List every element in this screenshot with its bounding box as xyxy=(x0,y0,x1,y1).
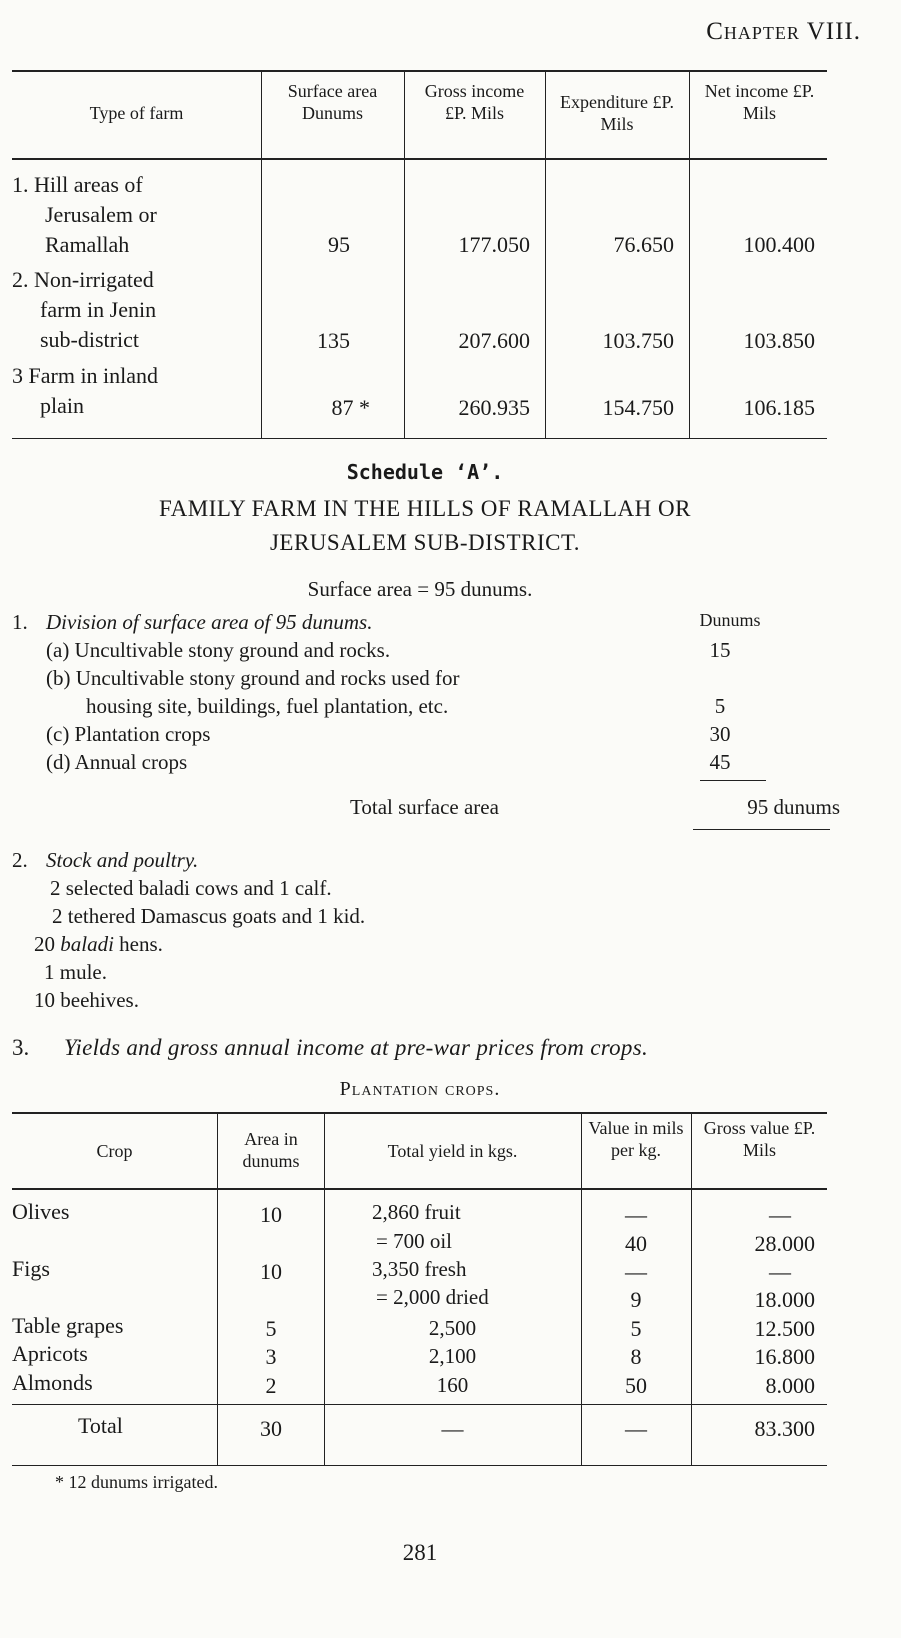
surface-area-line: Surface area = 95 dunums. xyxy=(307,577,533,601)
crop-yield: 2,100 xyxy=(428,1344,477,1368)
crop-value: 40 xyxy=(625,1231,647,1256)
division-item: (b) Uncultivable stony ground and rocks used for xyxy=(46,666,460,690)
crop-value: — xyxy=(625,1259,647,1284)
crop-area: 3 xyxy=(265,1344,277,1369)
stock-item xyxy=(34,932,163,957)
col-header-net: Net income £P. Mils xyxy=(704,81,815,123)
table-row xyxy=(12,170,157,260)
stock-section-title: Stock and poultry. xyxy=(46,848,199,872)
total-surface-value: 95 dunums xyxy=(747,795,840,819)
division-item-value: 45 xyxy=(709,750,731,774)
total-rule xyxy=(693,829,830,830)
stock-item: 2 tethered Damascus goats and 1 kid. xyxy=(52,904,366,928)
crop-total-yield: — xyxy=(441,1416,464,1441)
table-header-rule xyxy=(12,158,827,160)
yields-section-title: Yields and gross annual income at pre-war prices from crops. xyxy=(64,1035,649,1060)
column-divider xyxy=(691,1114,692,1465)
dunums-column-label: Dunums xyxy=(699,610,761,630)
farm-type-line: 2. Non-irrigated xyxy=(12,267,154,292)
stock-item: 2 selected baladi cows and 1 calf. xyxy=(50,876,332,900)
division-item-value: 15 xyxy=(709,638,731,662)
crop-area: 10 xyxy=(260,1202,282,1227)
division-section-title: Division of surface area of 95 dunums. xyxy=(46,610,373,634)
net-value: 106.185 xyxy=(743,395,815,420)
col-header-value: Value in mils per kg. xyxy=(588,1118,684,1160)
division-item: (d) Annual crops xyxy=(46,750,188,774)
column-divider xyxy=(324,1114,325,1465)
total-surface-label: Total surface area xyxy=(350,795,499,819)
stock-section-number: 2. xyxy=(12,848,28,872)
col-header-yield: Total yield in kgs. xyxy=(387,1141,518,1161)
subtotal-rule xyxy=(700,780,766,781)
crop-gross: 12.500 xyxy=(754,1316,815,1341)
table-bottom-rule xyxy=(12,438,827,439)
column-divider xyxy=(217,1114,218,1465)
chapter-heading: Chapter VIII. xyxy=(706,18,861,45)
column-divider xyxy=(404,72,405,438)
stock-item-count: 20 xyxy=(34,932,55,956)
crop-value: — xyxy=(625,1202,647,1227)
crop-yield: = 700 oil xyxy=(376,1229,453,1253)
column-divider xyxy=(581,1114,582,1465)
table-header-rule xyxy=(12,1188,827,1190)
crop-area: 5 xyxy=(265,1316,277,1341)
crop-yield: 2,860 fruit xyxy=(372,1200,461,1224)
crop-gross: — xyxy=(769,1259,791,1284)
crop-gross: 16.800 xyxy=(754,1344,815,1369)
farm-type-line: Ramallah xyxy=(45,232,130,257)
crop-yield: = 2,000 dried xyxy=(376,1285,489,1309)
crop-total-area: 30 xyxy=(260,1416,282,1441)
crop-yield: 2,500 xyxy=(428,1316,477,1340)
farm-type-line: farm in Jenin xyxy=(40,297,157,322)
farm-type-line: Jerusalem or xyxy=(45,202,157,227)
crop-name: Almonds xyxy=(12,1370,93,1395)
gross-value: 207.600 xyxy=(458,328,530,353)
area-value: 135 xyxy=(317,328,350,353)
col-header-type: Type of farm xyxy=(89,103,184,123)
stock-item-kind: hens. xyxy=(119,932,163,956)
crop-value: 8 xyxy=(630,1344,642,1369)
col-header-gross: Gross income £P. Mils xyxy=(424,81,525,123)
crop-yield: 3,350 fresh xyxy=(372,1257,467,1281)
stock-item-breed: baladi xyxy=(60,932,114,956)
crop-value: 50 xyxy=(625,1373,647,1398)
crop-yield: 160 xyxy=(436,1373,469,1397)
table-bottom-rule xyxy=(12,1465,827,1466)
area-value: 95 xyxy=(328,232,350,257)
total-rule xyxy=(12,1404,827,1405)
division-item: (c) Plantation crops xyxy=(46,722,211,746)
schedule-heading: Schedule ‘A’. xyxy=(346,460,504,484)
schedule-title-line-2: JERUSALEM SUB-DISTRICT. xyxy=(269,530,581,555)
net-value: 100.400 xyxy=(743,232,815,257)
yields-section-number: 3. xyxy=(12,1035,30,1060)
net-value: 103.850 xyxy=(743,328,815,353)
schedule-title-line-1: FAMILY FARM IN THE HILLS OF RAMALLAH OR xyxy=(159,496,691,521)
crop-value: 9 xyxy=(630,1287,642,1312)
column-divider xyxy=(689,72,690,438)
expenditure-value: 103.750 xyxy=(602,328,674,353)
crop-gross: 8.000 xyxy=(765,1373,815,1398)
farm-type-line: 3 Farm in inland xyxy=(12,363,159,388)
crop-total-gross: 83.300 xyxy=(754,1416,815,1441)
crop-name: Olives xyxy=(12,1199,70,1224)
crop-gross: 28.000 xyxy=(754,1231,815,1256)
expenditure-value: 76.650 xyxy=(613,232,674,257)
footnote: * 12 dunums irrigated. xyxy=(55,1472,218,1492)
stock-item: 10 beehives. xyxy=(34,988,139,1012)
table-top-rule xyxy=(12,1112,827,1114)
crop-value: 5 xyxy=(630,1316,642,1341)
crop-area: 10 xyxy=(260,1259,282,1284)
crop-name: Figs xyxy=(12,1256,50,1281)
col-header-expenditure: Expenditure £P. Mils xyxy=(560,92,674,134)
division-item: (a) Uncultivable stony ground and rocks. xyxy=(46,638,391,662)
column-divider xyxy=(261,72,262,438)
table-row xyxy=(12,361,158,421)
crop-total-label: Total xyxy=(78,1413,123,1438)
crop-area: 2 xyxy=(265,1373,277,1398)
division-section-number: 1. xyxy=(12,610,28,634)
division-item-value: 5 xyxy=(714,694,726,718)
farm-type-line: sub-district xyxy=(40,327,139,352)
crop-name: Table grapes xyxy=(12,1313,124,1338)
col-header-crop: Crop xyxy=(96,1141,133,1161)
plantation-crops-subtitle: Plantation crops. xyxy=(339,1078,501,1100)
crop-gross: 18.000 xyxy=(754,1287,815,1312)
farm-type-line: 1. Hill areas of xyxy=(12,172,143,197)
division-item-value: 30 xyxy=(709,722,731,746)
crop-name: Apricots xyxy=(12,1341,88,1366)
col-header-area: Surface area Dunums xyxy=(287,81,378,123)
stock-item: 1 mule. xyxy=(44,960,107,984)
farm-type-line: plain xyxy=(40,393,84,418)
col-header-gross: Gross value £P. Mils xyxy=(703,1118,816,1160)
division-item: housing site, buildings, fuel plantation, etc. xyxy=(86,694,449,718)
crop-gross: — xyxy=(769,1202,791,1227)
area-value: 87 * xyxy=(331,395,370,420)
table-row xyxy=(12,265,156,355)
gross-value: 177.050 xyxy=(458,232,530,257)
expenditure-value: 154.750 xyxy=(602,395,674,420)
table-top-rule xyxy=(12,70,827,72)
crop-total-value: — xyxy=(625,1416,647,1441)
gross-value: 260.935 xyxy=(458,395,530,420)
column-divider xyxy=(545,72,546,438)
page-number: 281 xyxy=(402,1540,438,1565)
col-header-area: Area in dunums xyxy=(242,1129,300,1171)
